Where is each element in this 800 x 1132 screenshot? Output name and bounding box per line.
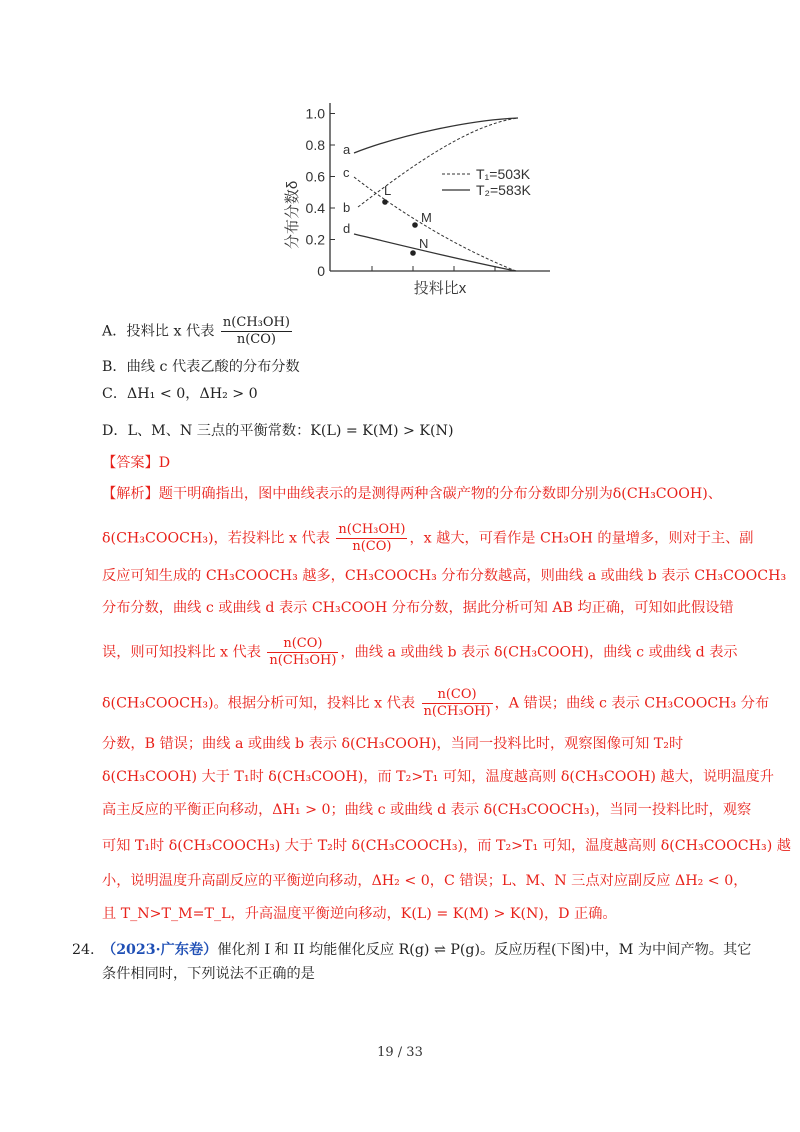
legend-label-t1: T₁=503K <box>476 166 531 182</box>
analysis-text: δ(CH₃COOCH₃)，若投料比 x 代表 <box>102 530 330 547</box>
fraction <box>336 522 407 555</box>
analysis-text: 误，则可知投料比 x 代表 <box>102 644 261 661</box>
analysis-line-12: 且 T_N>T_M=T_L，升高温度平衡逆向移动，K(L) = K(M) > K(N)，D 正确。 <box>102 906 617 922</box>
curve-label-c: c <box>343 165 350 180</box>
answer: 【答案】D <box>102 455 171 471</box>
y-tick-label: 0.2 <box>305 231 325 248</box>
point-N <box>410 250 416 256</box>
analysis-line-2 <box>102 522 754 555</box>
analysis-line-4: 分布分数，曲线 c 或曲线 d 表示 CH₃COOH 分布分数，据此分析可知 AB 均正确，可知如此假设错 <box>102 600 734 616</box>
analysis-line-7: 分数，B 错误；曲线 a 或曲线 b 表示 δ(CH₃COOH)，当同一投料比时，观察图像可知 T₂时 <box>102 736 684 752</box>
y-tick-label: 0.8 <box>305 137 325 153</box>
y-axis-label <box>284 181 301 249</box>
curve-a-solid <box>354 118 518 153</box>
y-tick-label: 0.6 <box>305 168 325 185</box>
analysis-line-10: 可知 T₁时 δ(CH₃COOCH₃) 大于 T₂时 δ(CH₃COOCH₃)，而 T₂>T₁ 可知，温度越高则 δ(CH₃COOCH₃) 越 <box>102 838 791 854</box>
question-24-line-2: 条件相同时，下列说法不正确的是 <box>102 966 315 982</box>
page-number: 19 / 33 <box>377 1045 423 1060</box>
curve-d-solid <box>354 234 516 271</box>
point-L <box>382 199 388 205</box>
analysis-line-9: 高主反应的平衡正向移动，ΔH₁ > 0；曲线 c 或曲线 d 表示 δ(CH₃COOCH₃)，当同一投料比时，观察 <box>102 802 752 818</box>
point-label-M: M <box>421 210 432 225</box>
option-c: C．ΔH₁ < 0，ΔH₂ > 0 <box>102 386 258 402</box>
x-axis-title: 投料比x <box>413 280 467 297</box>
y-axis-title: 分布分数δ <box>284 180 301 250</box>
analysis-text: 题干明确指出，图中曲线表示的是测得两种含碳产物的分布分数即分别为δ(CH₃COOH)、 <box>158 486 722 502</box>
analysis-line-5 <box>102 636 738 669</box>
analysis-line-11: 小，说明温度升高副反应的平衡逆向移动，ΔH₂ < 0，C 错误；L、M、N 三点对应副反应 ΔH₂ < 0， <box>102 873 748 889</box>
analysis-line-1 <box>102 484 722 504</box>
distribution-figure <box>280 95 570 300</box>
analysis-line-3: 反应可知生成的 CH₃COOCH₃ 越多，CH₃COOCH₃ 分布分数越高，则曲线 a 或曲线 b 表示 CH₃COOCH₃ <box>102 568 787 584</box>
analysis-heading: 【解析】 <box>102 486 159 502</box>
y-tick-label: 1.0 <box>305 105 325 122</box>
fraction-denominator: n(CH₃OH) <box>269 653 337 668</box>
question-24-line-1 <box>102 940 752 960</box>
fraction-denominator: n(CO) <box>236 332 276 347</box>
analysis-text: δ(CH₃COOCH₃)。根据分析可知，投料比 x 代表 <box>102 695 416 712</box>
fraction <box>267 636 338 669</box>
fraction-numerator: n(CO) <box>267 636 338 653</box>
curve-label-b: b <box>343 200 351 215</box>
analysis-line-8: δ(CH₃COOH) 大于 T₁时 δ(CH₃COOH)，而 T₂>T₁ 可知，温度越高则 δ(CH₃COOH) 越大，说明温度升 <box>102 769 774 785</box>
legend-label-t2: T₂=583K <box>476 182 531 198</box>
option-d: D．L、M、N 三点的平衡常数：K(L) = K(M) > K(N) <box>102 423 454 439</box>
option-a <box>102 315 702 348</box>
point-M <box>412 222 418 228</box>
y-tick-label: 0.4 <box>305 200 325 216</box>
point-label-N: N <box>419 236 429 251</box>
fraction-numerator: n(CH₃OH) <box>338 522 406 537</box>
fraction <box>221 315 292 348</box>
question-source: （2023·广东卷） <box>102 942 218 958</box>
x-ticks <box>372 266 495 271</box>
fraction-denominator: n(CH₃OH) <box>423 704 491 719</box>
curve-label-d: d <box>343 221 351 236</box>
question-text: 催化剂 I 和 II 均能催化反应 R(g) ⇌ P(g)。反应历程(下图)中，M 为中间产物。其它 <box>217 942 752 958</box>
fraction-numerator: n(CO) <box>422 687 493 704</box>
question-24-number: 24. <box>72 942 95 958</box>
analysis-line-6 <box>102 687 770 720</box>
point-label-L: L <box>384 183 392 198</box>
fraction-numerator: n(CH₃OH) <box>222 315 290 330</box>
option-a-text: A．投料比 x 代表 <box>102 323 215 340</box>
y-tick-label: 0 <box>317 263 325 279</box>
fraction-denominator: n(CO) <box>352 539 392 554</box>
analysis-text: ，曲线 a 或曲线 b 表示 δ(CH₃COOH)，曲线 c 或曲线 d 表示 <box>340 644 738 661</box>
analysis-text: ，x 越大，可看作是 CH₃OH 的量增多，则对于主、副 <box>409 530 754 547</box>
fraction <box>422 687 493 720</box>
option-b: B．曲线 c 代表乙酸的分布分数 <box>102 359 300 375</box>
curve-label-a: a <box>343 142 351 157</box>
analysis-text: ，A 错误；曲线 c 表示 CH₃COOCH₃ 分布 <box>494 695 770 712</box>
legend <box>442 166 532 198</box>
